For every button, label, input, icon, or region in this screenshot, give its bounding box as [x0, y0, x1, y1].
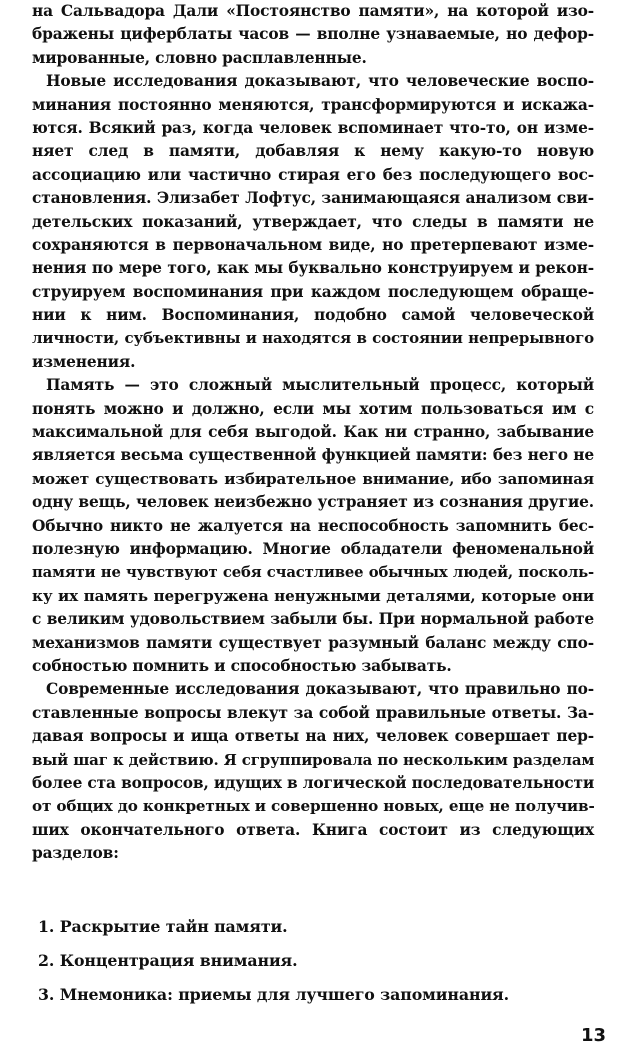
list-item: 3. Мнемоника: приемы для лучшего запоминания.	[38, 985, 510, 1004]
text-line: нения по мере того, как мы буквально конструируем и рекон-	[32, 259, 594, 278]
text-line: мированные, словно расплавленные.	[32, 48, 367, 67]
text-line: собностью помнить и способностью забывать.	[32, 656, 452, 675]
text-line: полезную информацию. Многие обладатели феноменальной	[32, 539, 594, 558]
text-line: изменения.	[32, 352, 136, 371]
text-line: от общих до конкретных и совершенно новых, еще не получив-	[32, 797, 595, 816]
text-line: одну вещь, человек неизбежно устраняет из сознания другие.	[32, 493, 594, 512]
text-line: Обычно никто не жалуется на неспособность запомнить бес-	[32, 516, 594, 535]
text-line: минания постоянно меняются, трансформируются и искажа-	[32, 95, 594, 114]
text-line: нии к ним. Воспоминания, подобно самой человеческой	[32, 306, 594, 325]
text-line: становления. Элизабет Лофтус, занимающаяся анализом сви-	[32, 189, 594, 208]
text-line: Память — это сложный мыслительный процесс, который	[46, 376, 594, 395]
text-line: является весьма существенной функцией памяти: без него не	[32, 446, 594, 465]
sections-list	[38, 910, 588, 1012]
text-line: Современные исследования доказывают, что правильно по-	[46, 680, 594, 699]
text-line: механизмов памяти существует разумный баланс между спо-	[32, 633, 594, 652]
text-line: разделов:	[32, 844, 119, 863]
text-line: ставленные вопросы влекут за собой правильные ответы. За-	[32, 703, 594, 722]
text-line: с великим удовольствием забыли бы. При нормальной работе	[32, 610, 594, 629]
text-line: Новые исследования доказывают, что человеческие воспо-	[46, 72, 594, 91]
text-line: более ста вопросов, идущих в логической последовательности	[32, 773, 595, 792]
text-line: бражены циферблаты часов — вполне узнаваемые, но дефор-	[32, 25, 594, 44]
text-line: вый шаг к действию. Я сгруппировала по нескольким разделам	[32, 750, 595, 769]
text-line: давая вопросы и ища ответы на них, человек совершает пер-	[32, 727, 594, 746]
list-item: 2. Концентрация внимания.	[38, 951, 298, 970]
text-line: ются. Всякий раз, когда человек вспоминает что-то, он изме-	[32, 118, 594, 137]
text-line: понять можно и должно, если мы хотим пользоваться им с	[32, 399, 594, 418]
text-line: памяти не чувствуют себя счастливее обычных людей, посколь-	[32, 564, 594, 582]
body-text	[32, 0, 594, 865]
text-line: ших окончательного ответа. Книга состоит из следующих	[32, 820, 594, 839]
text-line: может существовать избирательное внимание, ибо запоминая	[32, 469, 594, 488]
text-line: на Сальвадора Дали «Постоянство памяти», на которой изо-	[32, 2, 594, 20]
text-line: сохраняются в первоначальном виде, но претерпевают изме-	[32, 235, 594, 254]
text-line: няет след в памяти, добавляя к нему какую-то новую	[32, 142, 594, 161]
list-item: 1. Раскрытие тайн памяти.	[38, 917, 288, 936]
text-line: ку их память перегружена ненужными деталями, которые они	[32, 586, 594, 605]
text-line: струируем воспоминания при каждом последующем обраще-	[32, 282, 594, 301]
page-number: 13	[580, 1025, 606, 1046]
text-line: ассоциацию или частично стирая его без последующего вос-	[32, 165, 594, 184]
text-line: детельских показаний, утверждает, что следы в памяти не	[32, 212, 594, 231]
text-line: личности, субъективны и находятся в состоянии непрерывного	[32, 329, 594, 348]
text-line: максимальной для себя выгодой. Как ни странно, забывание	[32, 423, 594, 442]
